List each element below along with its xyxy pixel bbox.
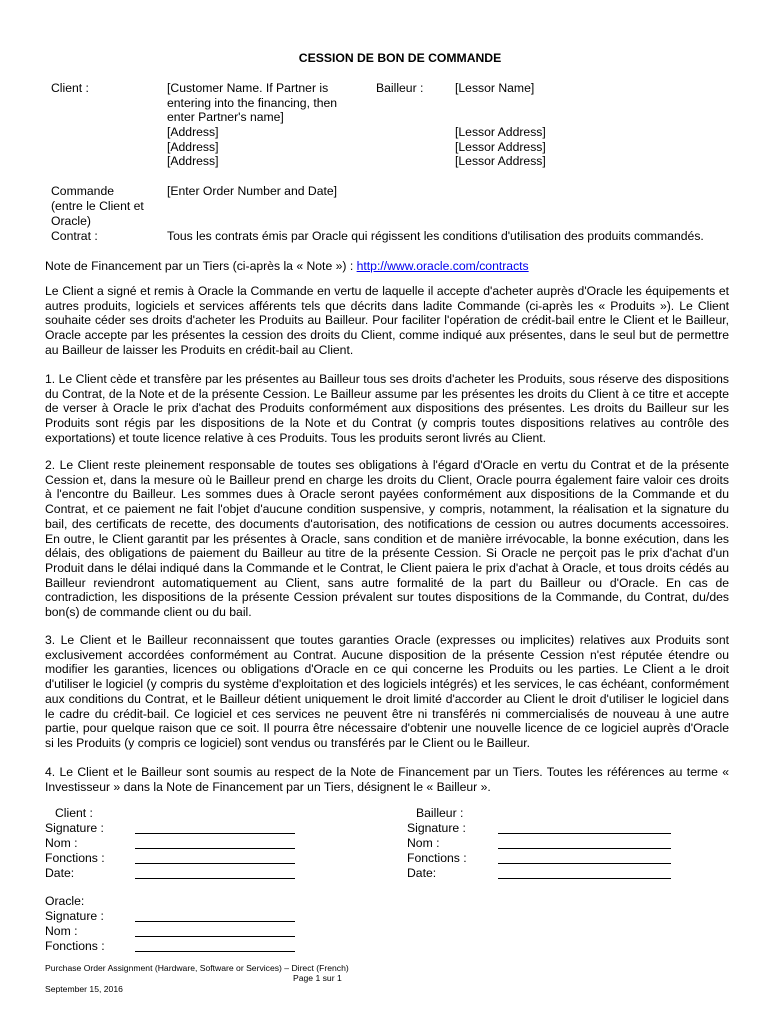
commande-label: (entre le Client et: [51, 199, 144, 213]
bailleur-signature-field: Signature :: [407, 821, 466, 835]
commande-label: Commande: [51, 184, 114, 198]
client-label: Client :: [51, 81, 89, 95]
bailleur-signature-header: Bailleur :: [416, 806, 464, 820]
client-signature-field: Date:: [45, 866, 75, 880]
bailleur-signature-field: Nom :: [407, 836, 440, 850]
signature-line[interactable]: [135, 833, 295, 834]
client-signature-field: Fonctions :: [45, 851, 105, 865]
footer-date: September 15, 2016: [45, 984, 123, 994]
bailleur-name: [Lessor Name]: [455, 81, 535, 95]
signature-line[interactable]: [498, 833, 671, 834]
commande-value: [Enter Order Number and Date]: [167, 184, 338, 198]
name-line[interactable]: [498, 848, 671, 849]
clause-1: 1. Le Client cède et transfère par les présentes au Bailleur tous ses droits d'acheter les Produits, sous réserve des dispositions du Contrat, de la Note et de la présente Cession. Le Bailleur assume par les présentes les droits du Client à ce titre et accepte de verser à Oracle le prix d'achat des Produits conformément aux dispositions des présentes. Les droits du Bailleur sur les Produits sont régis par les dispositions de la Note et du Contrat (y compris toutes dispositions relatives au contrôle des exportations) et toute licence relative à ces Produits. Tous les produits seront livrés au Client.: [45, 372, 729, 445]
client-signature-field: Signature :: [45, 821, 104, 835]
function-line[interactable]: [135, 951, 295, 952]
signature-line[interactable]: [135, 921, 295, 922]
client-line: [Customer Name. If Partner is: [167, 81, 329, 95]
date-line[interactable]: [135, 878, 295, 879]
commande-label: Oracle): [51, 214, 91, 228]
oracle-signature-field: Fonctions :: [45, 939, 105, 953]
client-line: enter Partner's name]: [167, 110, 284, 124]
note-line: [45, 259, 529, 274]
function-line[interactable]: [135, 863, 295, 864]
client-line: entering into the financing, then: [167, 96, 338, 110]
bailleur-label: Bailleur :: [376, 81, 424, 95]
name-line[interactable]: [135, 936, 295, 937]
client-address: [Address]: [167, 140, 219, 154]
intro-paragraph: Le Client a signé et remis à Oracle la Commande en vertu de laquelle il accepte d'acheter auprès d'Oracle les équipements et autres produits, logiciels et services afférents tels que décrits dans ladite Commande (ci-après les « Produits »). Le Client souhaite céder ses droits d'acheter les Produits au Bailleur. Pour faciliter l'opération de crédit-bail entre le Client et le Bailleur, Oracle accepte par les présentes la cession des droits du Client, comme indiqué aux présentes, dans le seul but de permettre au Bailleur de laisser les Produits en crédit-bail au Client.: [45, 284, 729, 357]
contracts-link[interactable]: http://www.oracle.com/contracts: [356, 259, 529, 273]
client-signature-field: Nom :: [45, 836, 78, 850]
contrat-label: Contrat :: [51, 229, 98, 243]
bailleur-address: [Lessor Address]: [455, 140, 546, 154]
footer-page-number: Page 1 sur 1: [293, 973, 342, 983]
oracle-signature-header: Oracle:: [45, 894, 85, 908]
function-line[interactable]: [498, 863, 671, 864]
client-signature-header: Client :: [55, 806, 93, 820]
note-text: Note de Financement par un Tiers (ci-après la « Note ») :: [45, 259, 357, 273]
name-line[interactable]: [135, 848, 295, 849]
bailleur-address: [Lessor Address]: [455, 154, 546, 168]
bailleur-signature-field: Fonctions :: [407, 851, 467, 865]
bailleur-signature-field: Date:: [407, 866, 437, 880]
clause-3: 3. Le Client et le Bailleur reconnaissent que toutes garanties Oracle (expresses ou implicites) relatives aux Produits sont exclusivement accordées conformément au Contrat. Aucune disposition de la présente Cession n'est réputée étendre ou modifier les garanties, licences ou obligations d'Oracle en ce qui concerne les Produits ou les parties. Le Client a le droit d'utiliser le logiciel (y compris du système d'exploitation et des logiciels intégrés) et les services, le cas échéant, conformément aux conditions du Contrat, et le Bailleur détient uniquement le droit limité d'accorder au Client le droit d'utiliser le logiciel dans le cadre du crédit-bail. Ce logiciel et ces services ne peuvent être ni transférés ni commercialisés de nouveau à une autre partie, pour quelque raison que ce soit. Il pourra être nécessaire d'obtenir une nouvelle licence de ce logiciel auprès d'Oracle si les Produits (y compris ce logiciel) sont vendus ou transférés par le Client ou le Bailleur.: [45, 633, 729, 750]
footer-document-name: Purchase Order Assignment (Hardware, Software or Services) – Direct (French): [45, 963, 349, 973]
client-address: [Address]: [167, 154, 219, 168]
document-title: CESSION DE BON DE COMMANDE: [298, 51, 502, 65]
clause-2: 2. Le Client reste pleinement responsable de toutes ses obligations à l'égard d'Oracle en vertu du Contrat et de la présente Cession et, dans la mesure où le Bailleur prend en charge les droits du Client, Oracle pourra également faire valoir ces droits à l'encontre du Bailleur. Les sommes dues à Oracle seront payées conformément aux dispositions de la Commande et du Contrat, et ce paiement ne fait l'objet d'aucune condition suspensive, y compris, notamment, la réalisation et la signature du bail, des certificats de recette, des documents d'autorisation, des notifications de cession ou autres documents accessoires. En outre, le Client garantit par les présentes à Oracle, sans condition et de manière irrévocable, la bonne exécution, dans les délais, des obligations de paiement du Bailleur au titre de la présente Cession. Si Oracle ne perçoit pas le prix d'achat d'un Produit dans le délai indiqué dans la Commande et le Contrat, le Client paiera le prix d'achat à Oracle, et tous droits cédés au Bailleur reviendront automatiquement au Client, sans autre formalité de la part du Bailleur ou d'Oracle. En cas de contradiction, les dispositions de la présente Cession prévalent sur toutes dispositions de la Commande, du Contrat, du/des bon(s) de commande client ou du bail.: [45, 458, 729, 620]
contrat-value: Tous les contrats émis par Oracle qui régissent les conditions d'utilisation des produits commandés.: [167, 229, 704, 243]
date-line[interactable]: [498, 878, 671, 879]
oracle-signature-field: Signature :: [45, 909, 104, 923]
client-address: [Address]: [167, 125, 219, 139]
clause-4: 4. Le Client et le Bailleur sont soumis au respect de la Note de Financement par un Tiers. Toutes les références au terme « Investisseur » dans la Note de Financement par un Tiers, désignent le « Bailleur ».: [45, 765, 729, 794]
oracle-signature-field: Nom :: [45, 924, 78, 938]
bailleur-address: [Lessor Address]: [455, 125, 546, 139]
